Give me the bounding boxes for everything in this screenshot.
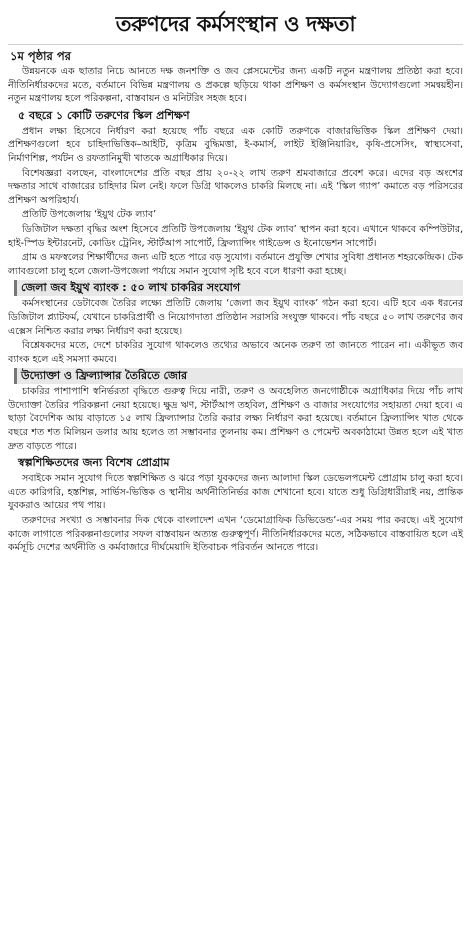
paragraph: বিশ্লেষকদের মতে, দেশে চাকরির সুযোগ থাকলেও তথ্যের অভাবে অনেক তরুণ তা জানতে পারেন না। একীভূত জব ব্যাংক হলে এই সমস্যা কমবে। [8,340,463,365]
paragraph: ডিজিটাল দক্ষতা বৃদ্ধির অংশ হিসেবে প্রতিটি উপজেলায় ‘ইয়ুথ টেক ল্যাব’ স্থাপন করা হবে। এখানে থাকবে কম্পিউটার, হাই-স্পিড ইন্টারনেট, কোডিং ট্রেনিং, স্টার্টআপ সাপোর্ট, ফ্রিল্যান্সিং গাইডেন্স ও ইনোভেশন সাপোর্ট। [8,223,463,249]
section-job-bank [8,280,463,366]
headline: তরুণদের কর্মসংস্থান ও দক্ষতা [8,4,463,45]
section-entrepreneurs [8,368,463,453]
paragraph: বিশেষজ্ঞরা বলছেন, বাংলাদেশের প্রতি বছর প্রায় ২০-২২ লাখ তরুণ শ্রমবাজারে প্রবেশ করে। এদের বড় অংশের দক্ষতার সাথে বাজারের চাহিদার মিল নেই। ফলে ডিগ্রি থাকলেও চাকরি মিলছে না। এই ‘স্কিল গ্যাপ’ কমাতে বড় পরিসরের প্রশিক্ষণ অপরিহার্য। [8,167,463,206]
subheading-special-program: স্বল্পশিক্ষিতদের জন্য বিশেষ প্রোগ্রাম [18,456,170,470]
paragraph: প্রধান লক্ষ্য হিসেবে নির্ধারণ করা হয়েছে পাঁচ বছরে এক কোটি তরুণকে বাজারভিত্তিক স্কিল প্রশিক্ষণ দেয়া। প্রশিক্ষণগুলো হবে চাহিদাভিত্তিক–আইটি, কৃত্রিম বুদ্ধিমত্তা, ই-কমার্স, লাইট ইঞ্জিনিয়ারিং, কৃষি-প্রসেসিং, স্বাস্থ্যসেবা, নির্মাণশিল্প, পর্যটন ও রফতানিমুখী খাতকে অগ্রাধিকার দিয়ে। [8,125,463,164]
section-special-program [8,455,463,555]
subheading-skill-training: ৫ বছরে ১ কোটি তরুণের স্কিল প্রশিক্ষণ [18,108,190,122]
paragraph: সবাইকে সমান সুযোগ দিতে স্বল্পশিক্ষিত ও ঝরে পড়া যুবকদের জন্য আলাদা স্কিল ডেভেলপমেন্ট প্রোগ্রাম চালু করা হবে। এতে কারিগরি, হস্তশিল্প, সার্ভিস-ভিত্তিক ও স্থানীয় অর্থনীতিনির্ভর কাজ শেখানো হবে। যাতে শুধু ডিগ্রিধারীরাই নয়, প্রান্তিক যুবকরাও আয়ের পথ পায়। [8,473,463,512]
paragraph: কর্মসংস্থানের ডেটাবেজ তৈরির লক্ষ্যে প্রতিটি জেলায় ‘জেলা জব ইয়ুথ ব্যাংক’ গঠন করা হবে। এটি হবে এক ধরনের ডিজিটাল প্ল্যাটফর্ম, যেখানে চাকরিপ্রার্থী ও নিয়োগদাতা প্রতিষ্ঠান সরাসরি সংযুক্ত থাকবে। পাঁচ বছরে ৫০ লাখ তরুণের জব এক্সেস নিশ্চিত করার লক্ষ্য নির্ধারণ করা হয়েছে। [8,298,463,337]
subheading-entrepreneurs: উদ্যোক্তা ও ফ্রিল্যান্সার তৈরিতে জোর [14,368,463,384]
section-skill-training [8,108,463,279]
continued-from-label: ১ম পৃষ্ঠার পর [10,49,71,63]
article-body [8,48,463,555]
paragraph: তরুণদের সংখ্যা ও সম্ভাবনার দিক থেকে বাংলাদেশ এখন ‘ডেমোগ্রাফিক ডিভিডেন্ড’-এর সময় পার করছে। এই সুযোগ কাজে লাগাতে পরিকল্পনাগুলোর সফল বাস্তবায়ন অত্যন্ত গুরুত্বপূর্ণ। নীতিনির্ধারকদের মতে, সঠিকভাবে বাস্তবায়িত হলে এই কর্মসূচি দেশের অর্থনীতি ও কর্মবাজারে দীর্ঘমেয়াদি ইতিবাচক পরিবর্তন আনতে পারে। [8,515,463,554]
paragraph: উন্নয়নকে এক ছাতার নিচে আনতে দক্ষ জনশক্তি ও জব প্লেসমেন্টের জন্য একটি নতুন মন্ত্রণালয় প্রতিষ্ঠা করা হবে। নীতিনির্ধারকদের মতে, বর্তমানে বিভিন্ন মন্ত্রণালয় ও প্রকল্পে ছড়িয়ে থাকা প্রশিক্ষণ ও কর্মসংস্থান উদ্যোগগুলো সমন্বয়হীন। নতুন মন্ত্রণালয় হলে পরিকল্পনা, বাস্তবায়ন ও মনিটরিং সহজ হবে। [8,66,463,105]
paragraph: গ্রাম ও মফস্বলের শিক্ষার্থীদের জন্য এটি হতে পারে বড় সুযোগ। বর্তমানে প্রযুক্তি শেখার সুবিধা প্রধানত শহরকেন্দ্রিক। টেক ল্যাবগুলো চালু হলে জেলা-উপজেলা পর্যায়ে সমান সুযোগ সৃষ্টি হবে বলে ধারণা করা হচ্ছে। [8,252,463,277]
paragraph: চাকরির পাশাপাশি স্বনির্ভরতা বৃদ্ধিতে গুরুত্ব দিয়ে নারী, তরুণ ও অবহেলিত জনগোষ্ঠীকে অগ্রাধিকার দিয়ে পাঁচ লাখ উদ্যোক্তা তৈরির পরিকল্পনা নেয়া হয়েছে। ক্ষুদ্র ঋণ, স্টার্টআপ তহবিল, প্রশিক্ষণ ও বাজার সংযোগের সহায়তা দেয়া হবে। এ ছাড়া বৈদেশিক আয় বাড়াতে ১৫ লাখ ফ্রিল্যান্সার তৈরি করার লক্ষ্য নির্ধারণ করা হয়েছে। বর্তমানে ফ্রিল্যান্সিং খাত থেকে বছরে শত শত মিলিয়ন ডলার আয় হলেও তা সম্ভাবনার তুলনায় কম। প্রশিক্ষণ ও পেমেন্ট অবকাঠামো উন্নত হলে এই খাত দ্রুত বাড়তে পারে। [8,386,463,452]
section-intro [8,65,463,106]
subheading-job-bank: জেলা জব ইয়ুথ ব্যাংক : ৫০ লাখ চাকরির সংযোগ [14,280,463,296]
newspaper-page [0,4,469,944]
paragraph: প্রতিটি উপজেলায় ‘ইয়ুথ টেক ল্যাব’ [22,209,157,221]
